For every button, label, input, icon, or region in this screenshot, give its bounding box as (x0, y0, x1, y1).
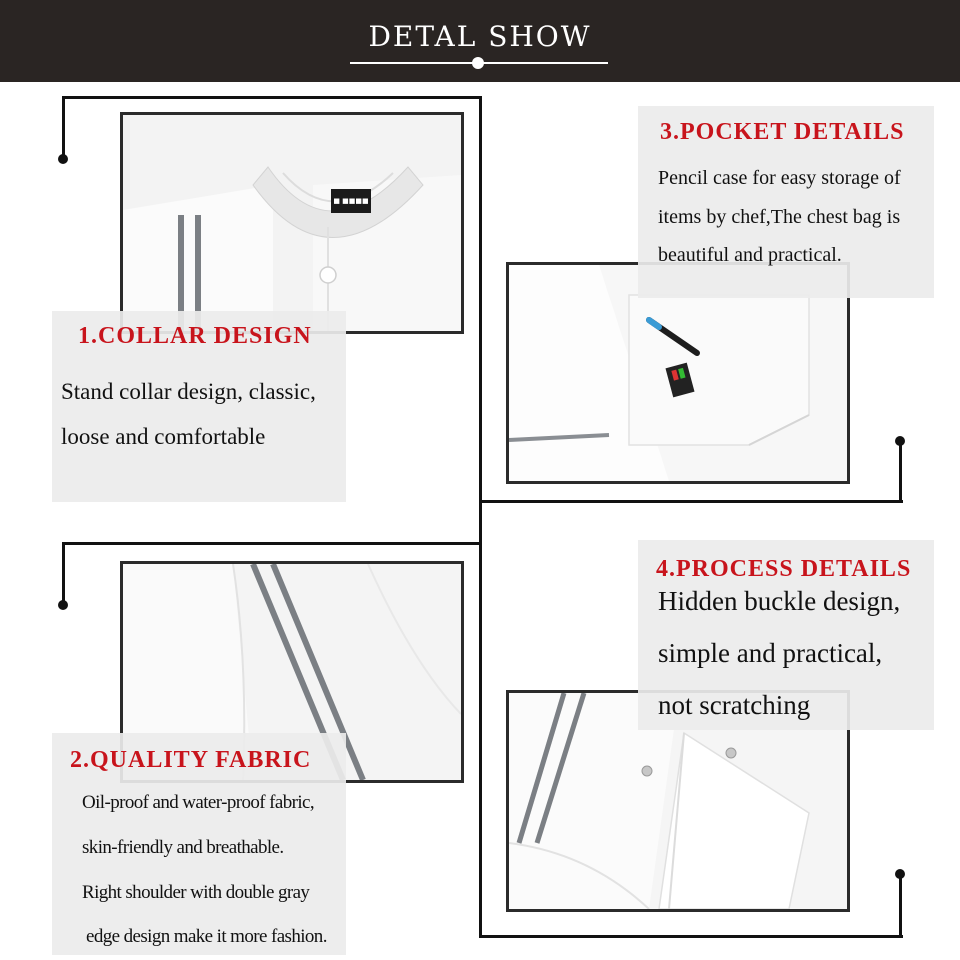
pocket-title: 3.POCKET DETAILS (660, 119, 905, 145)
fabric-caption-panel (52, 733, 346, 955)
process-line-1: Hidden buckle design, (658, 586, 901, 616)
collar-photo (120, 112, 464, 334)
collar-illustration (123, 115, 461, 331)
fabric-line-3: Right shoulder with double gray (82, 882, 310, 903)
fabric-line-1: Oil-proof and water-proof fabric, (82, 792, 314, 813)
collar-label-tag: ■ ■■■■ (333, 197, 369, 205)
process-title: 4.PROCESS DETAILS (656, 556, 912, 582)
process-caption-panel (638, 540, 934, 730)
fabric-title: 2.QUALITY FABRIC (70, 747, 312, 773)
pocket-line-2: items by chef,The chest bag is (658, 206, 901, 228)
fabric-line-4: edge design make it more fashion. (86, 926, 327, 947)
fabric-line-2: skin-friendly and breathable. (82, 837, 284, 858)
collar-caption-panel (52, 311, 346, 502)
process-line-3: not scratching (658, 690, 811, 720)
pocket-line-3: beautiful and practical. (658, 244, 842, 266)
header-title: DETAL SHOW (368, 20, 592, 53)
header-banner (0, 0, 960, 82)
pocket-caption-panel (638, 106, 934, 298)
collar-line-1: Stand collar design, classic, (61, 379, 316, 404)
collar-line-2: loose and comfortable (61, 424, 266, 449)
collar-title: 1.COLLAR DESIGN (78, 323, 312, 349)
header-underline-dot (472, 57, 484, 69)
pocket-line-1: Pencil case for easy storage of (658, 167, 901, 189)
process-line-2: simple and practical, (658, 638, 883, 668)
